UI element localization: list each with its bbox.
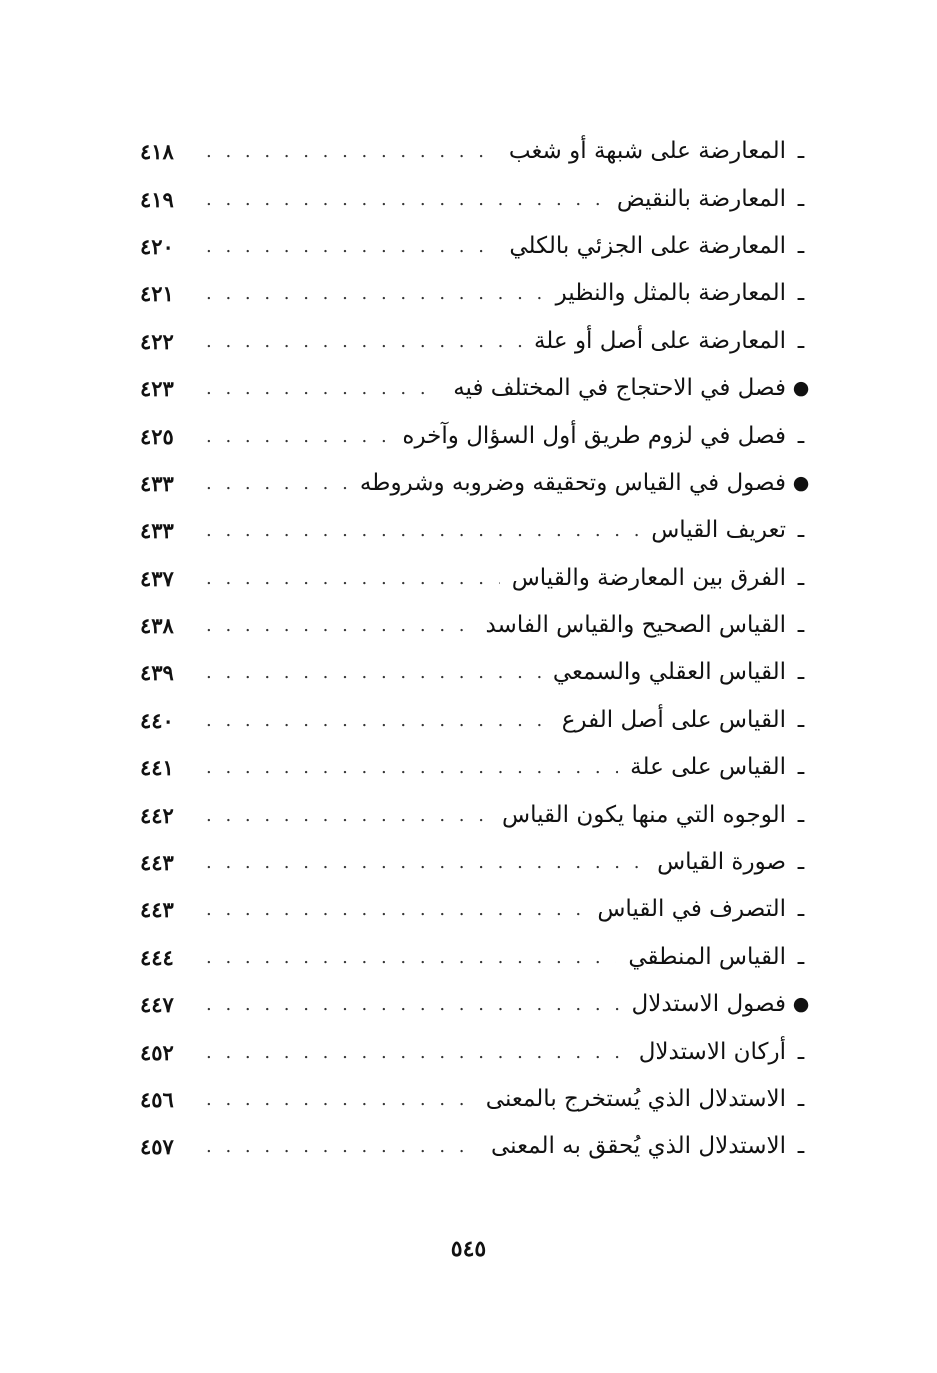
toc-entry [140, 412, 810, 459]
toc-entry [140, 649, 810, 696]
dot-leader [206, 697, 550, 744]
toc-entry [140, 223, 810, 270]
dot-leader [206, 1076, 474, 1123]
entry-title: المعارضة على أصل أو علة [533, 327, 786, 354]
dot-leader [206, 934, 616, 981]
dot-leader [206, 555, 500, 602]
entry-marker: ـ [797, 944, 805, 970]
entry-title: فصل في لزوم طريق أول السؤال وآخره [402, 422, 786, 449]
entry-title: فصل في الاحتجاج في المختلف فيه [453, 375, 786, 402]
dot-leader [206, 1029, 627, 1076]
toc-entry [140, 1076, 810, 1123]
dot-leader [206, 270, 544, 317]
toc-entry [140, 270, 810, 317]
entry-page-number: ٤٣٩ [140, 660, 174, 686]
entry-page-number: ٤٤٣ [140, 897, 174, 923]
toc-entry [140, 744, 810, 791]
entry-page-number: ٤٤٣ [140, 850, 174, 876]
toc-entry [140, 602, 810, 649]
entry-marker: ـ [797, 802, 805, 828]
entry-page-number: ٤٢٥ [140, 423, 174, 449]
entry-page-number: ٤١٩ [140, 186, 174, 212]
entry-page-number: ٤٤٢ [140, 802, 174, 828]
entry-title: فصول الاستدلال [631, 991, 786, 1018]
dot-leader [206, 318, 522, 365]
toc-entry [140, 839, 810, 886]
entry-title: الاستدلال الذي يُحقق به المعنى [490, 1133, 786, 1160]
dot-leader [206, 507, 639, 554]
entry-marker: ـ [797, 1039, 805, 1065]
toc-entry [140, 555, 810, 602]
entry-page-number: ٤٢٠ [140, 233, 174, 259]
entry-bullet-icon: ● [792, 993, 810, 1016]
entry-title: صورة القياس [657, 849, 786, 876]
entry-marker: ـ [797, 328, 805, 354]
entry-page-number: ٤٥٦ [140, 1087, 174, 1112]
entry-page-number: ٤٥٢ [140, 1039, 174, 1065]
toc-entry [140, 1028, 810, 1075]
dot-leader [206, 981, 620, 1028]
entry-marker: ـ [797, 565, 805, 591]
entry-marker: ـ [797, 897, 805, 923]
entry-page-number: ٤٤٧ [140, 992, 174, 1018]
dot-leader [206, 460, 348, 507]
dot-leader [206, 128, 497, 175]
entry-page-number: ٤١٨ [140, 139, 174, 165]
toc-entry [140, 886, 810, 933]
entry-marker: ـ [797, 518, 805, 544]
entry-title: الاستدلال الذي يُستخرج بالمعنى [485, 1086, 786, 1112]
toc-entry [140, 175, 810, 222]
dot-leader [206, 365, 441, 412]
toc-entry [140, 365, 810, 412]
entry-title: المعارضة بالمثل والنظير [555, 280, 786, 307]
toc-entry [140, 981, 810, 1028]
entry-page-number: ٤٤٤ [140, 944, 174, 970]
dot-leader [206, 792, 490, 839]
entry-marker: ـ [797, 139, 805, 165]
table-of-contents [140, 128, 810, 1171]
entry-marker: ـ [797, 233, 805, 259]
dot-leader [206, 176, 605, 223]
toc-entry [140, 507, 810, 554]
entry-page-number: ٤٣٣ [140, 470, 174, 496]
entry-title: المعارضة على الجزئي بالكلي [509, 232, 786, 259]
toc-entry [140, 460, 810, 507]
entry-marker: ـ [797, 613, 805, 639]
entry-title: القياس على أصل الفرع [561, 706, 786, 733]
dot-leader [206, 602, 473, 649]
dot-leader [206, 839, 645, 886]
dot-leader [206, 1123, 479, 1170]
entry-marker: ـ [797, 1087, 805, 1112]
entry-page-number: ٤٢١ [140, 281, 174, 307]
entry-page-number: ٤٣٧ [140, 565, 174, 591]
entry-marker: ـ [797, 1134, 805, 1160]
entry-page-number: ٤٥٧ [140, 1134, 174, 1160]
entry-marker: ـ [797, 186, 805, 212]
entry-title: التصرف في القياس [597, 896, 786, 923]
entry-title: القياس العقلي والسمعي [552, 659, 786, 686]
entry-marker: ـ [797, 423, 805, 449]
entry-bullet-icon: ● [792, 471, 810, 494]
dot-leader [206, 886, 585, 933]
entry-marker: ـ [797, 707, 805, 733]
entry-title: أركان الاستدلال [638, 1038, 786, 1065]
entry-marker: ـ [797, 755, 805, 781]
entry-marker: ـ [797, 660, 805, 686]
page-number: ٥٤٥ [450, 1236, 487, 1262]
entry-title: القياس المنطقي [628, 943, 786, 970]
dot-leader [206, 413, 390, 460]
entry-title: الفرق بين المعارضة والقياس [511, 564, 786, 591]
entry-title: المعارضة بالنقيض [616, 185, 786, 212]
dot-leader [206, 744, 618, 791]
dot-leader [206, 223, 497, 270]
entry-marker: ـ [797, 850, 805, 876]
entry-page-number: ٤٢٢ [140, 328, 174, 354]
toc-entry [140, 934, 810, 981]
toc-entry [140, 318, 810, 365]
toc-entry [140, 128, 810, 175]
toc-entry [140, 1123, 810, 1170]
toc-entry [140, 697, 810, 744]
entry-title: تعريف القياس [651, 517, 786, 544]
entry-page-number: ٤٣٣ [140, 518, 174, 544]
entry-title: القياس الصحيح والقياس الفاسد [485, 612, 786, 639]
entry-title: فصول في القياس وتحقيقه وضروبه وشروطه [359, 469, 786, 496]
entry-marker: ـ [797, 281, 805, 307]
toc-entry [140, 791, 810, 838]
entry-page-number: ٤٢٣ [140, 376, 174, 402]
entry-title: القياس على علة [630, 754, 786, 781]
entry-page-number: ٤٤١ [140, 755, 174, 781]
entry-page-number: ٤٣٨ [140, 613, 174, 639]
dot-leader [206, 649, 541, 696]
entry-page-number: ٤٤٠ [140, 707, 174, 733]
entry-bullet-icon: ● [792, 377, 810, 400]
entry-title: الوجوه التي منها يكون القياس [502, 801, 786, 828]
entry-title: المعارضة على شبهة أو شغب [508, 138, 786, 165]
